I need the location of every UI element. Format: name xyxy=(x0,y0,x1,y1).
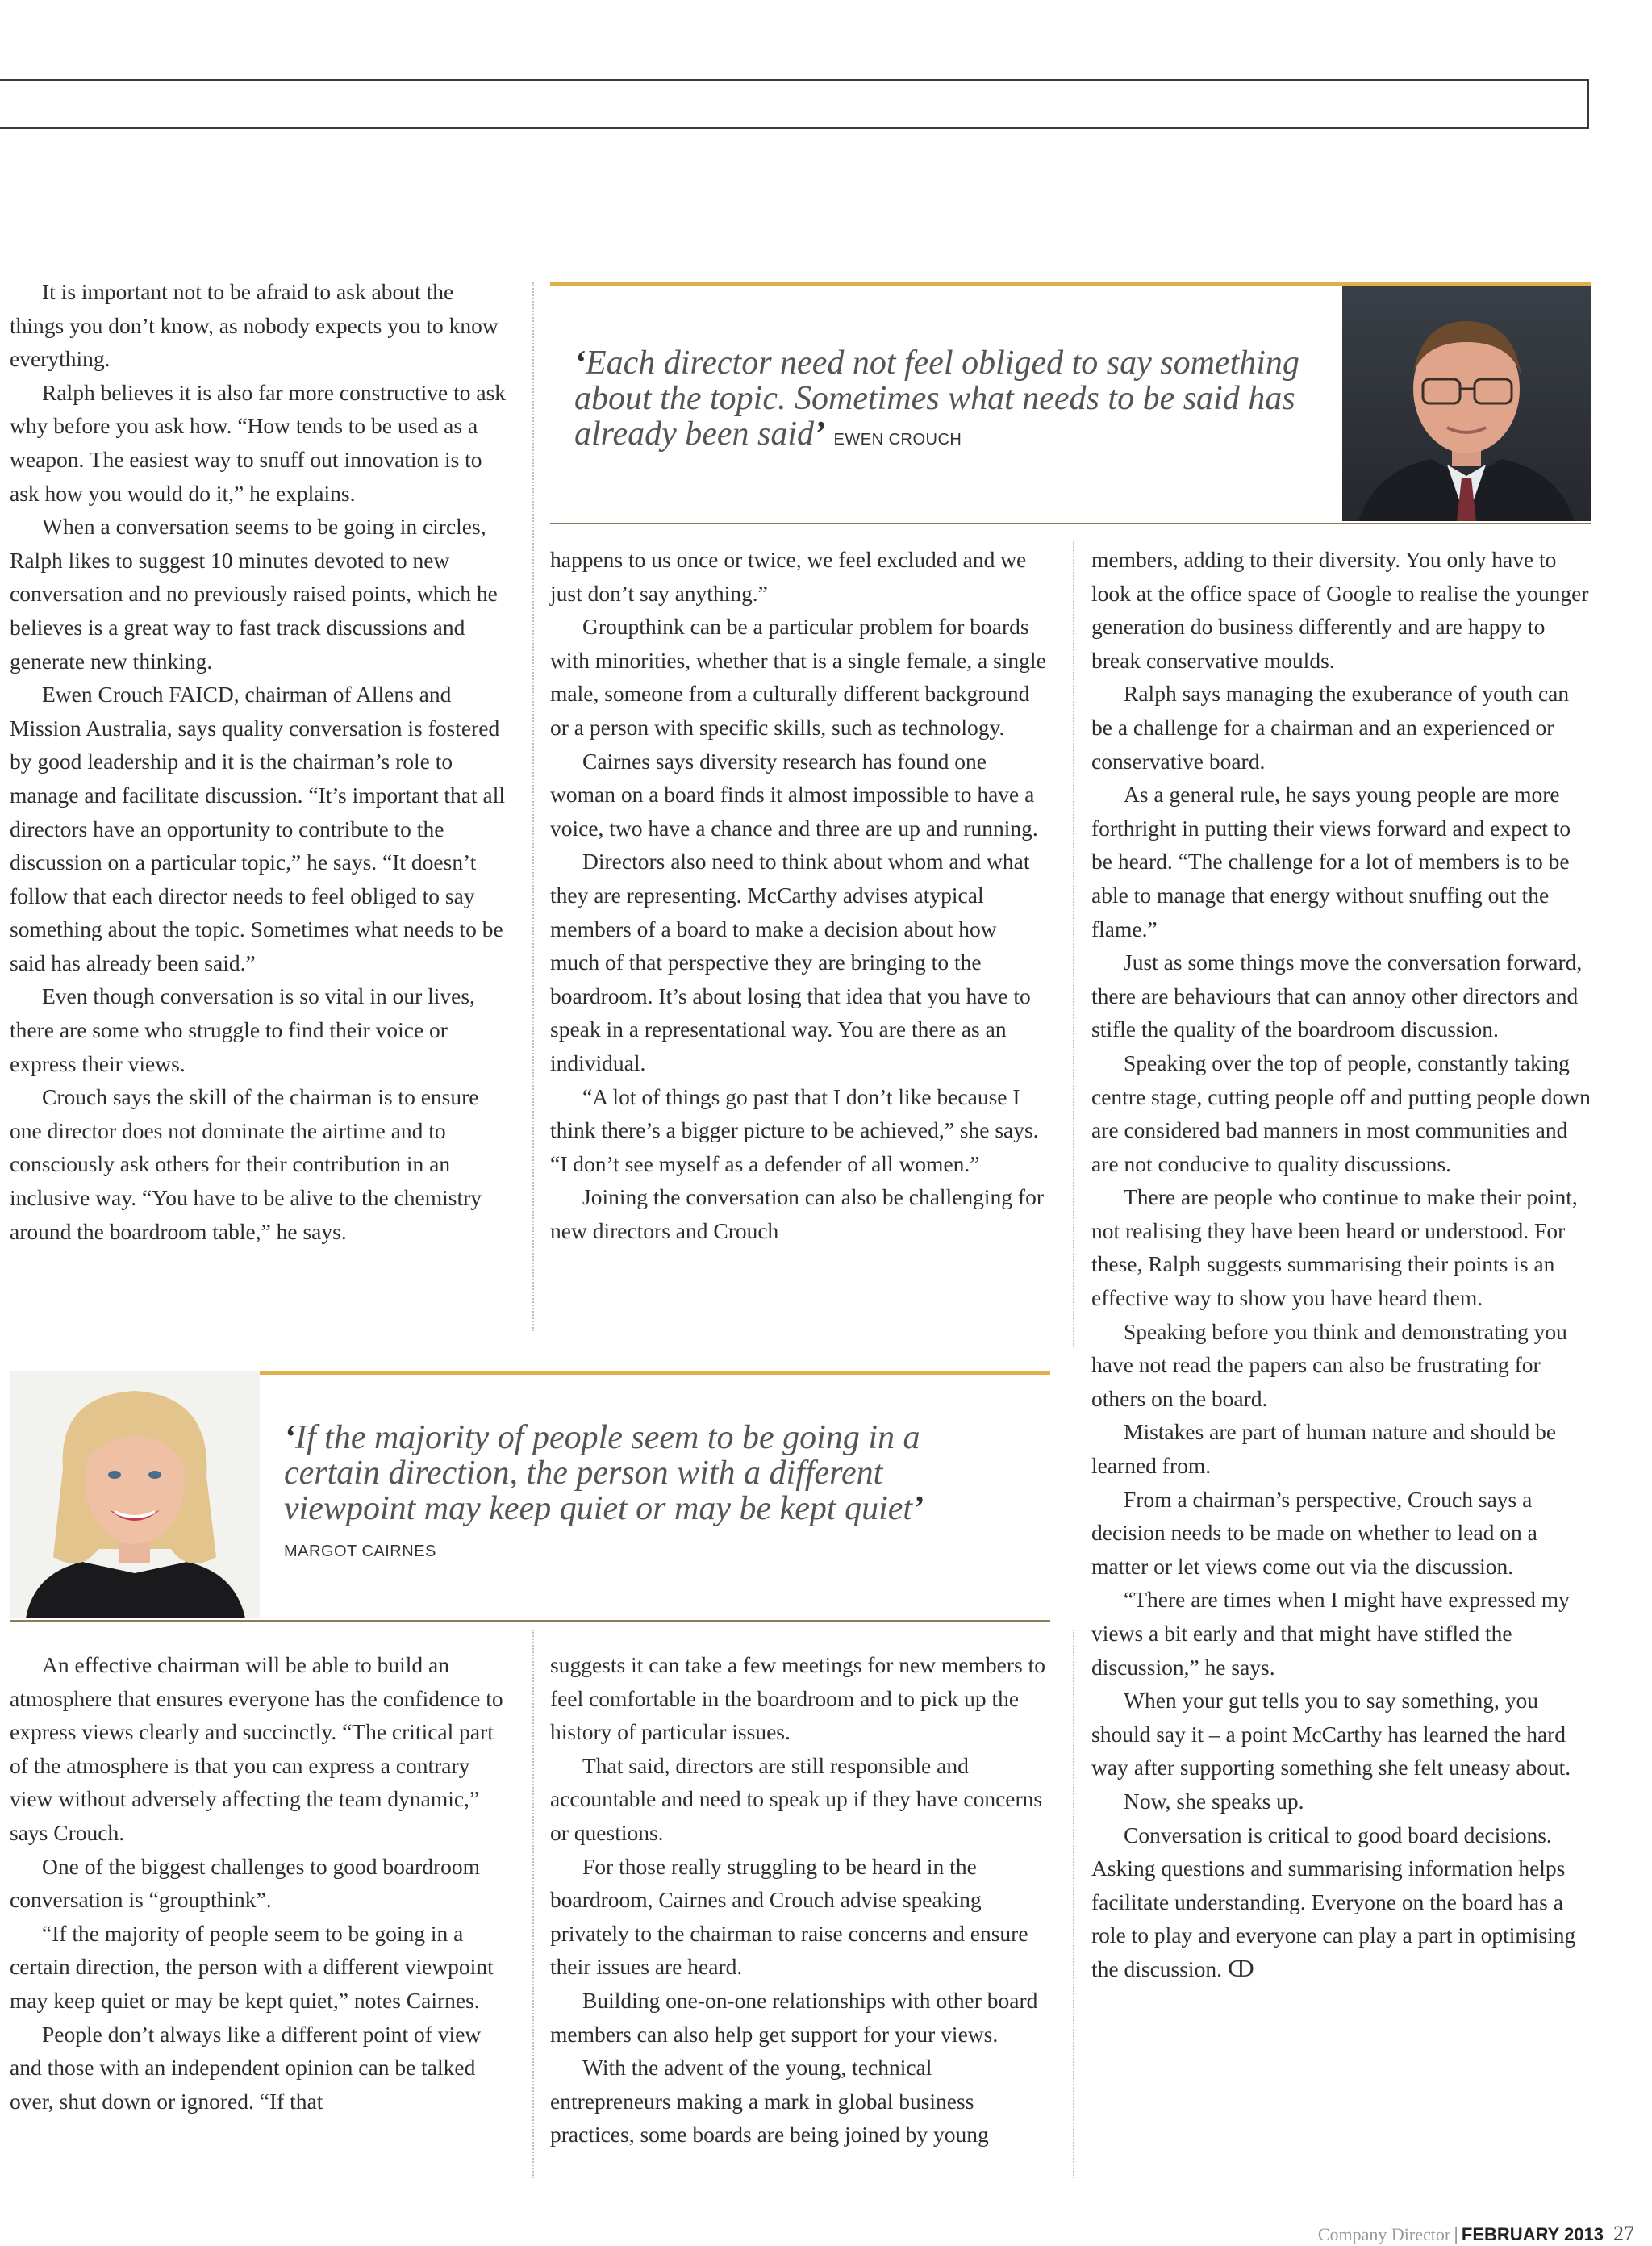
pullquote-cairnes-text: If the majority of people seem to be going in a certain direction, the person with a different viewpoint may keep quiet or may be kept quiet xyxy=(284,1419,920,1527)
paragraph: Ralph says managing the exuberance of youth can be a challenge for a chairman and an experienced or conservative board. xyxy=(1091,681,1570,774)
paragraph: Now, she speaks up. xyxy=(1124,1788,1304,1814)
paragraph: “There are times when I might have expressed my views a bit early and that might have stifled the discussion,” he says. xyxy=(1091,1587,1570,1680)
paragraph: When your gut tells you to say something, you should say it – a point McCarthy has learned the hard way after supporting something she felt uneasy about. xyxy=(1091,1688,1571,1781)
page-number: 27 xyxy=(1613,2222,1634,2245)
column-divider xyxy=(532,1630,534,2178)
paragraph: Joining the conversation can also be challenging for new directors and Crouch xyxy=(550,1184,1044,1243)
paragraph: One of the biggest challenges to good boardroom conversation is “groupthink”. xyxy=(10,1853,480,1913)
close-quote-mark: ’ xyxy=(912,1490,924,1527)
footer-separator: | xyxy=(1454,2224,1458,2244)
pullquote-bottom-rule xyxy=(10,1620,1050,1622)
pullquote-bottom-rule xyxy=(550,523,1591,524)
pullquote-crouch-attribution: EWEN CROUCH xyxy=(833,431,962,449)
paragraph: members, adding to their diversity. You only have to look at the office space of Google to realise the younger generation do business differently and are happy to break conservative moulds. xyxy=(1091,547,1589,673)
paragraph: “A lot of things go past that I don’t like because I think there’s a bigger picture to be achieved,” she says. “I don’t see myself as a defender of all women.” xyxy=(550,1083,1039,1176)
paragraph: There are people who continue to make their point, not realising they have been heard or understood. For these, Ralph suggests summarising their points is an effective way to show you have heard them. xyxy=(1091,1184,1578,1311)
paragraph: People don’t always like a different point of view and those with an independent opinion can be talked over, shut down or ignored. “If that xyxy=(10,2021,482,2114)
article-column-2 xyxy=(550,543,1050,1247)
pullquote-cairnes xyxy=(284,1420,1010,1526)
column-divider xyxy=(532,282,534,1331)
paragraph: Ralph believes it is also far more constructive to ask why before you ask how. “How tends to be used as a weapon. The easiest way to snuff out innovation is to ask how you would do it,” he explains. xyxy=(10,379,507,506)
open-quote-mark: ‘ xyxy=(574,344,586,382)
paragraph: From a chairman’s perspective, Crouch says a decision needs to be made on whether to lead on a matter or let views come out via the discussion. xyxy=(1091,1486,1537,1579)
paragraph: Speaking before you think and demonstrating you have not read the papers can also be frustrating for others on the board. xyxy=(1091,1318,1567,1411)
pullquote-cairnes-attribution: MARGOT CAIRNES xyxy=(284,1543,436,1560)
open-quote-mark: ‘ xyxy=(284,1419,295,1456)
margot-cairnes-photo xyxy=(10,1371,260,1618)
page-footer xyxy=(1318,2222,1634,2246)
paragraph: Groupthink can be a particular problem for boards with minorities, whether that is a single female, a single male, someone from a culturally different background or a person with specific skills, such as technology. xyxy=(550,614,1046,740)
paragraph: When a conversation seems to be going in circles, Ralph likes to suggest 10 minutes devoted to new conversation and no previously raised points, which he believes is a great way to fast track discussions and generate new thinking. xyxy=(10,514,498,674)
paragraph: For those really struggling to be heard in the boardroom, Cairnes and Crouch advise speaking privately to the chairman to raise concerns and ensure their issues are heard. xyxy=(550,1853,1028,1980)
ewen-crouch-portrait-image xyxy=(1342,286,1591,521)
paragraph: Building one-on-one relationships with other board members can also help get support for your views. xyxy=(550,1987,1038,2047)
paragraph: Speaking over the top of people, constantly taking centre stage, cutting people off and putting people down are considered bad manners in most communities and are not conducive to quality discussions. xyxy=(1091,1050,1591,1176)
paragraph: Even though conversation is so vital in our lives, there are some who struggle to find their voice or express their views. xyxy=(10,983,475,1076)
paragraph: “If the majority of people seem to be going in a certain direction, the person with a different viewpoint may keep quiet or may be kept quiet,” notes Cairnes. xyxy=(10,1920,494,2013)
column-divider xyxy=(1073,541,1074,1347)
pullquote-crouch-text: Each director need not feel obliged to say something about the topic. Sometimes what needs to be said has already been said xyxy=(574,344,1299,453)
paragraph: Crouch says the skill of the chairman is to ensure one director does not dominate the airtime and to consciously ask others for their contribution in an inclusive way. “You have to be alive to the chemistry around the boardroom table,” he says. xyxy=(10,1084,482,1244)
magazine-name: Company Director xyxy=(1317,2224,1451,2244)
paragraph: Mistakes are part of human nature and should be learned from. xyxy=(1091,1419,1557,1479)
paragraph: That said, directors are still responsible and accountable and need to speak up if they have concerns or questions. xyxy=(550,1752,1043,1845)
paragraph: Cairnes says diversity research has found one woman on a board finds it almost impossible to have a voice, two have a chance and three are up and running. xyxy=(550,748,1038,841)
article-column-1-lower xyxy=(10,1648,510,2118)
column-divider xyxy=(1073,1630,1074,2178)
paragraph: Ewen Crouch FAICD, chairman of Allens and Mission Australia, says quality conversation is fostered by good leadership and it is the chairman’s role to manage and facilitate discussion. “It’s important that all directors have an opportunity to contribute to the discussion on a particular topic,” he says. “It doesn’t follow that each director needs to feel obliged to say something about the topic. Sometimes what needs to be said has already been said.” xyxy=(10,682,505,975)
article-column-3 xyxy=(1091,543,1592,1986)
paragraph: It is important not to be afraid to ask about the things you don’t know, as nobody expects you to know everything. xyxy=(10,279,499,372)
paragraph: Directors also need to think about whom and what they are representing. McCarthy advises atypical members of a board to make a decision about how much of that perspective they are bringing to the boardroom. It’s about losing that idea that you have to speak in a representational way. You are there as an individual. xyxy=(550,849,1031,1075)
close-quote-mark: ’ xyxy=(814,415,826,453)
pullquote-crouch xyxy=(574,345,1316,457)
paragraph: As a general rule, he says young people are more forthright in putting their views forward and expect to be heard. “The challenge for a lot of members is to be able to manage that energy without snuffing out the flame.” xyxy=(1091,782,1571,941)
article-column-2-lower xyxy=(550,1648,1050,2152)
paragraph: With the advent of the young, technical entrepreneurs making a mark in global business practices, some boards are being joined by young xyxy=(550,2055,989,2148)
paragraph: suggests it can take a few meetings for new members to feel comfortable in the boardroom and to pick up the history of particular issues. xyxy=(550,1652,1045,1745)
ewen-crouch-photo xyxy=(1342,286,1591,521)
header-banner-box xyxy=(0,79,1589,129)
paragraph: An effective chairman will be able to build an atmosphere that ensures everyone has the confidence to express views clearly and succinctly. “The critical part of the atmosphere is that you can express a contrary view without adversely affecting the team dynamic,” says Crouch. xyxy=(10,1652,503,1845)
margot-cairnes-portrait-image xyxy=(10,1371,260,1618)
issue-month: FEBRUARY 2013 xyxy=(1461,2224,1604,2244)
paragraph: Just as some things move the conversation forward, there are behaviours that can annoy other directors and stifle the quality of the boardroom discussion. xyxy=(1091,950,1583,1042)
paragraph: Conversation is critical to good board decisions. Asking questions and summarising information helps facilitate understanding. Everyone on the board has a role to play and everyone can play a part in optimising the discussion. ↀ xyxy=(1091,1822,1576,1981)
article-column-1 xyxy=(10,275,510,1248)
paragraph: happens to us once or twice, we feel excluded and we just don’t say anything.” xyxy=(550,547,1027,606)
